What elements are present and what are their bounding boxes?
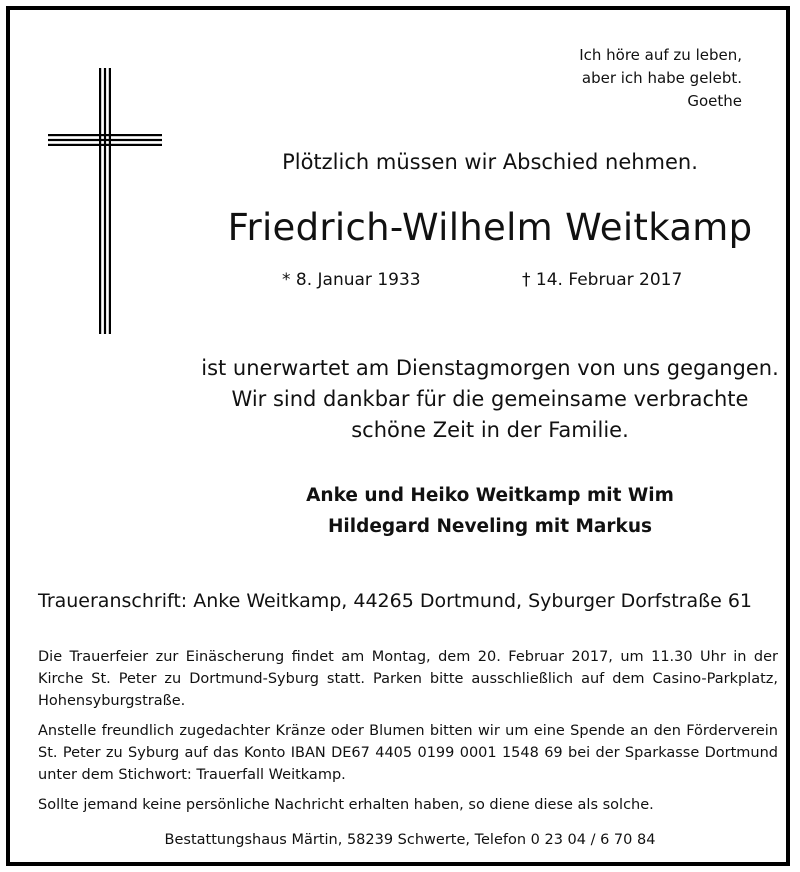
quote-author: Goethe: [687, 92, 742, 110]
cross-icon: [48, 68, 162, 334]
funeral-info: Die Trauerfeier zur Einäscherung findet am Montag, dem 20. Februar 2017, um 11.30 Uhr in der Kirche St. Peter zu Dortmund-Syburg statt. Parken bitte ausschließlich auf dem Casino-Parkplatz, Hohensyburgstraße.: [38, 649, 778, 709]
donation-info: Anstelle freundlich zugedachter Kränze oder Blumen bitten wir um eine Spende an den Förderverein St. Peter zu Syburg auf das Konto IBAN DE67 4405 0199 0001 1548 69 bei der Sparkasse Dortmund unter dem Stichwort: Trauerfall Weitkamp.: [38, 723, 778, 783]
obituary-frame: [6, 6, 790, 866]
quote-line-1: Ich höre auf zu leben,: [579, 46, 742, 64]
family-block: [160, 480, 800, 542]
mourning-address: Traueranschrift: Anke Weitkamp, 44265 Dortmund, Syburger Dorfstraße 61: [38, 590, 753, 612]
message-line-3: schöne Zeit in der Familie.: [351, 418, 629, 442]
family-line-2: Hildegard Neveling mit Markus: [327, 516, 653, 537]
notice-info: Sollte jemand keine persönliche Nachricht erhalten haben, so diene diese als solche.: [38, 797, 654, 813]
details-block: [38, 646, 778, 824]
message-line-1: ist unerwartet am Dienstagmorgen von uns gegangen.: [201, 356, 779, 380]
goethe-quote: [579, 44, 742, 113]
message-line-2: Wir sind dankbar für die gemeinsame verbrachte: [231, 387, 749, 411]
funeral-home-footer: Bestattungshaus Märtin, 58239 Schwerte, Telefon 0 23 04 / 6 70 84: [164, 832, 656, 848]
family-line-1: Anke und Heiko Weitkamp mit Wim: [306, 485, 674, 506]
deceased-name: Friedrich-Wilhelm Weitkamp: [227, 206, 753, 249]
quote-line-2: aber ich habe gelebt.: [581, 69, 742, 87]
death-date: † 14. Februar 2017: [522, 270, 683, 290]
birth-date: * 8. Januar 1933: [282, 270, 421, 290]
message-block: [160, 353, 800, 446]
intro-line: Plötzlich müssen wir Abschied nehmen.: [282, 150, 698, 174]
